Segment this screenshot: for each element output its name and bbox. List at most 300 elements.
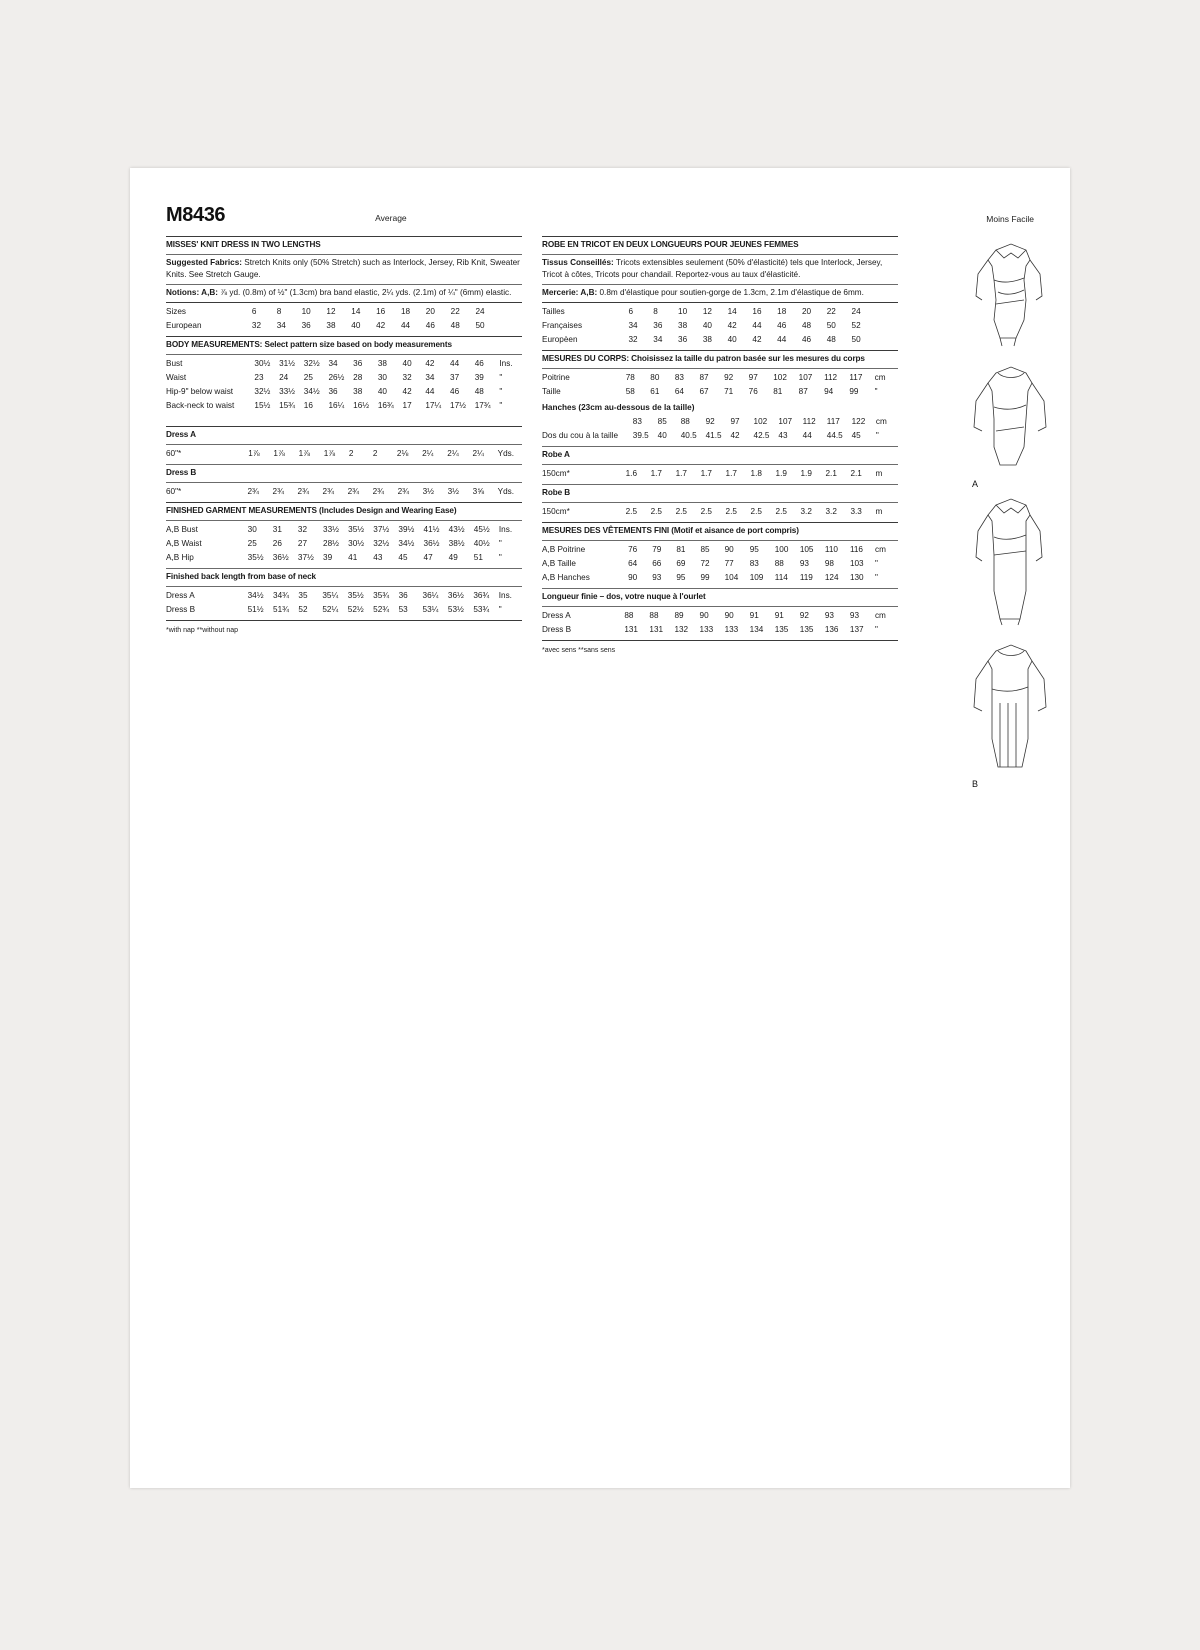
row-label: A,B Taille [542,558,576,568]
french-body-title: MESURES DU CORPS: Choisissez la taille du patron basée sur les mesures du corps [542,353,865,363]
size-cell: 12 [326,306,336,316]
measure-cell: 34½ [398,538,415,548]
difficulty-en: Average [375,213,407,223]
measure-cell: 51 [473,553,483,562]
english-yardage-a [166,447,522,461]
measure-cell: 41 [348,553,358,562]
measure-cell: 38½ [448,538,465,548]
measure-cell: 34½ [303,386,320,396]
measure-cell: 90 [699,610,709,620]
measure-cell: 88 [649,610,659,620]
measure-cell: 72 [700,558,710,568]
measure-cell: 36½ [272,553,289,562]
size-cell: 40 [351,320,361,330]
table-row [542,333,898,347]
yardage-cell: 2¾ [247,486,259,496]
measure-cell: 38 [353,386,363,396]
measure-cell: 93 [799,558,809,568]
measure-cell: 44 [802,430,812,440]
yardage-cell: 1.7 [700,468,712,478]
yardage-cell: 3.2 [825,506,837,516]
measure-cell: 90 [724,610,734,620]
unit-cell: " [875,430,879,440]
size-cell: 20 [801,306,812,316]
measure-cell: 93 [849,610,859,620]
european-label-fr: Europèen [542,334,578,344]
measure-cell: 16 [303,400,313,410]
measure-cell: 135 [799,625,814,635]
measure-cell: 102 [753,416,768,426]
measure-cell: 88 [680,416,690,426]
size-cell: 36 [653,320,663,330]
size-cell: 42 [727,320,737,330]
yardage-cell: 2¾ [347,486,359,496]
yardage-cell: 2.5 [700,506,712,516]
row-label: A,B Hanches [542,572,590,582]
yardage-cell: 3½ [422,486,434,496]
yardage-cell: 3.3 [850,506,862,516]
measure-cell: 53¼ [422,605,439,615]
unit-cell: cm [875,544,886,554]
notions-label: Notions: A,B: [166,287,218,297]
measure-cell: 107 [778,416,793,426]
measure-cell: 97 [748,372,758,382]
yardage-cell: 1⅞ [273,448,285,458]
header-left [166,204,522,227]
table-row [542,557,898,571]
measure-cell: 32½ [303,358,320,368]
measure-cell: 35¼ [322,590,339,600]
row-label: Dress B [166,605,196,615]
divider [166,354,522,355]
yardage-cell: 1⅞ [298,448,310,458]
dress-b-yardage-title: Dress B [166,467,197,477]
size-cell: 34 [628,320,638,330]
unit-cell: cm [874,372,886,382]
french-column [542,233,898,656]
size-cell: 14 [727,306,737,316]
measure-cell: 44 [425,386,435,396]
yardage-cell: 2¼ [472,448,484,458]
row-label: Back-neck to waist [166,400,235,410]
size-cell: 36 [678,334,688,344]
table-row [542,467,898,481]
measure-cell: 87 [798,386,808,396]
measure-cell: 45 [851,430,861,440]
divider [166,336,522,337]
measure-cell: 30 [247,524,257,534]
divider [166,586,522,587]
unit-cell: " [498,605,502,615]
sizes-label-fr: Tailles [542,306,565,316]
unit-cell: cm [875,416,887,426]
measure-cell: 114 [774,572,788,582]
table-row [166,319,522,333]
yardage-cell: 3.2 [800,506,812,516]
unit-cell [876,319,898,333]
measure-cell: 94 [824,386,834,396]
measure-cell: 64 [674,386,684,396]
measure-cell: 133 [724,625,739,635]
measure-cell: 105 [799,544,814,554]
size-cell: 16 [752,306,762,316]
measure-cell: 44 [450,358,460,368]
measure-cell: 116 [849,544,863,554]
table-row [542,305,898,319]
english-notions [166,287,522,299]
measure-cell: 117 [826,416,840,426]
size-cell: 22 [450,306,460,316]
size-cell: 44 [752,320,762,330]
difficulty-fr: Moins Facile [986,214,1034,224]
measure-cell: 15½ [254,400,271,410]
unit-cell: " [874,386,878,396]
yardage-cell: 1.6 [625,468,637,478]
measure-cell: 37½ [297,553,314,562]
table-row [166,447,522,461]
size-cell: 8 [276,306,282,316]
size-cell: 36 [301,320,311,330]
size-cell: 6 [628,306,634,316]
divider [542,640,898,641]
measure-cell: 90 [724,544,734,554]
divider [542,254,898,255]
measure-cell: 95 [749,544,759,554]
size-cell: 48 [826,334,836,344]
measure-cell: 53½ [447,605,464,615]
measure-cell: 35¾ [373,590,390,600]
yardage-cell: 3½ [447,486,460,496]
measure-cell: 122 [851,416,866,426]
measure-cell: 41.5 [705,430,722,440]
measure-cell: 36 [328,386,338,396]
measure-cell: 77 [724,558,734,568]
measure-cell: 46 [474,358,484,368]
measure-cell: 135 [774,625,789,635]
view-a-label: A [972,479,979,489]
divider [166,236,522,237]
measure-cell: 110 [824,544,838,554]
measure-cell: 35½ [247,553,264,562]
divider [166,482,522,483]
size-cell: 40 [702,320,712,330]
sheet-content [166,204,1034,789]
size-cell: 46 [425,320,435,330]
yardage-cell: 2.5 [750,506,762,516]
measure-cell: 33½ [323,524,339,534]
row-label: Dos du cou à la taille [542,430,619,440]
measure-cell: 79 [652,544,662,554]
measure-cell: 88 [774,558,784,568]
english-title: MISSES' KNIT DRESS IN TWO LENGTHS [166,240,321,249]
measure-cell: 98 [824,558,834,568]
measure-cell: 67 [699,386,709,396]
table-row [166,399,522,413]
unit-cell [500,305,522,319]
measure-cell: 76 [628,544,638,554]
measure-cell: 28½ [323,538,339,548]
english-size-table [166,305,522,333]
size-cell: 50 [475,320,485,330]
unit-cell: Yds. [497,448,514,458]
unit-cell: Ins. [499,358,513,368]
view-b-back-drawing [956,641,1071,789]
measure-cell: 53¾ [473,605,490,615]
french-notions [542,287,898,299]
yardage-cell: 2¼ [447,448,459,458]
size-cell: 40 [727,334,737,344]
measure-cell: 34 [425,372,435,382]
yardage-cell: 2.1 [850,468,862,478]
unit-cell: " [498,538,502,548]
measure-cell: 90 [628,572,638,582]
measure-cell: 33½ [279,386,296,396]
measure-cell: 46 [450,386,460,396]
measure-cell: 23 [254,372,264,382]
measure-cell: 83 [674,372,684,382]
robe-b-title: Robe B [542,487,571,497]
fabric-width: 60"* [166,448,182,458]
measure-cell: 35½ [347,590,364,600]
measure-cell: 117 [849,372,863,382]
measure-cell: 93 [652,572,662,582]
divider [542,540,898,541]
divider [542,284,898,285]
measure-cell: 92 [799,610,809,620]
measure-cell: 52¾ [373,605,390,615]
measure-cell: 104 [724,572,739,582]
measure-cell: 16¾ [377,400,394,410]
pattern-envelope-back [130,168,1070,1488]
size-cell: 50 [851,334,861,344]
measure-cell: 48 [474,386,484,396]
measure-cell: 17¼ [425,400,442,410]
pattern-number: M8436 [166,204,226,226]
unit-cell: Yds. [497,486,515,496]
french-finished-title: MESURES DES VÊTEMENTS FINI (Motif et aisance de port compris) [542,525,799,535]
measure-cell: 58 [625,386,635,396]
measure-cell: 40.5 [680,430,697,440]
yardage-cell: 1.7 [650,468,662,478]
measure-cell: 92 [705,416,715,426]
divider [542,446,898,447]
table-row [542,415,898,429]
measure-cell: 30 [377,372,387,382]
size-cell: 18 [777,306,787,316]
measure-cell: 97 [730,416,740,426]
measure-cell: 16½ [353,400,370,410]
measure-cell: 40 [402,358,412,368]
size-cell: 24 [475,306,485,316]
yardage-cell: 2.5 [775,506,787,516]
yardage-cell: 2¾ [397,486,409,496]
fabrics-label: Suggested Fabrics: [166,257,242,267]
size-cell: 44 [777,334,787,344]
divider [542,302,898,303]
view-b-front-drawing [956,495,1071,635]
measure-cell: 83 [749,558,759,568]
measure-cell: 40 [657,430,667,440]
measure-cell: 89 [674,610,684,620]
fabric-width: 150cm* [542,468,570,478]
english-column [166,233,522,656]
divider [166,302,522,303]
english-finished-table [166,523,522,565]
measure-cell: 17¾ [474,400,491,410]
measure-cell: 32 [297,524,308,534]
measure-cell: 39 [474,372,484,382]
table-row [542,609,898,623]
notions-text: ⅞ yd. (0.8m) of ½" (1.3cm) bra band elastic, 2¼ yds. (2.1m) of ¼" (6mm) elastic. [220,287,512,297]
english-footnote: *with nap **without nap [166,627,238,635]
yardage-cell: 2.5 [675,506,687,516]
measure-cell: 32½ [254,386,271,396]
yardage-cell: 2 [348,448,354,458]
measure-cell: 36½ [423,538,440,548]
yardage-cell: 1.7 [675,468,687,478]
unit-cell: Ins. [498,590,512,600]
yardage-cell: 1.7 [725,468,737,478]
unit-cell [500,319,522,333]
english-back-length-table [166,589,522,617]
table-row [542,385,898,399]
measure-cell: 15¾ [279,400,296,410]
measure-cell: 40 [377,386,387,396]
measure-cell: 81 [676,544,686,554]
unit-cell: " [498,553,502,562]
size-cell: 10 [678,306,688,316]
measure-cell: 107 [798,372,813,382]
measure-cell: 53 [398,605,408,615]
measure-cell: 35½ [348,524,365,534]
measure-cell: 76 [748,386,758,396]
measure-cell: 131 [649,625,664,635]
divider [166,520,522,521]
measure-cell: 36½ [447,590,464,600]
unit-cell: " [499,386,503,396]
measure-cell: 51¾ [273,605,289,615]
size-cell: 48 [450,320,460,330]
size-cell: 6 [251,306,257,316]
yardage-cell: 2¾ [297,486,309,496]
measure-cell: 16¼ [328,400,345,410]
measure-cell: 49 [448,553,458,562]
size-cell: 10 [301,306,311,316]
size-cell: 42 [752,334,762,344]
table-row [542,319,898,333]
measure-cell: 25 [247,538,257,548]
table-row [166,523,522,537]
measure-cell: 27 [297,538,308,548]
size-cell: 38 [678,320,688,330]
table-row [542,371,898,385]
fabric-width: 150cm* [542,506,570,516]
header [166,204,1034,227]
measure-cell: 69 [676,558,686,568]
size-cell: 44 [400,320,411,330]
divider [542,236,898,237]
measure-cell: 36 [398,590,408,600]
measure-cell: 81 [773,386,783,396]
measure-cell: 52½ [347,605,364,615]
measure-cell: 39½ [398,524,415,534]
table-row [166,603,522,617]
size-cell: 16 [376,306,386,316]
french-finished-table [542,543,898,585]
yardage-cell: 1.9 [775,468,787,478]
unit-cell: Ins. [498,524,513,534]
measure-cell: 36¼ [422,590,439,600]
size-cell: 42 [376,320,386,330]
yardage-cell: 2.5 [650,506,662,516]
row-label: Dress A [166,590,195,600]
dress-a-yardage-title: Dress A [166,429,196,439]
english-yardage-b [166,485,522,499]
divider [542,368,898,369]
measure-cell: 26½ [328,372,345,382]
size-cell: 14 [351,306,361,316]
measure-cell: 31½ [279,358,296,368]
table-row [166,537,522,551]
view-a-back-drawing [956,361,1071,489]
measure-cell: 91 [774,610,784,620]
size-cell: 32 [628,334,638,344]
measure-cell: 64 [628,558,638,568]
english-fabrics [166,257,522,281]
table-row [166,485,522,499]
measure-cell: 43 [373,553,383,562]
measure-cell: 119 [799,572,813,582]
columns [166,233,1034,656]
fabrics-text-fr: Tricots extensibles seulement (50% d'élasticité) tels que Interlock, Jersey, Tricot à côtes, Tricots pour chandail. Reportez-vous au taux d'élasticité. [542,257,883,279]
measure-cell: 112 [824,372,838,382]
row-label: Poitrine [542,372,570,382]
measure-cell: 42 [730,430,740,440]
french-title: ROBE EN TRICOT EN DEUX LONGUEURS POUR JEUNES FEMMES [542,240,799,249]
yardage-cell: 1⅞ [323,448,336,458]
yardage-cell: 1⅞ [248,448,260,458]
measure-cell: 87 [699,372,709,382]
row-label: A,B Hip [166,553,194,562]
measure-cell: 102 [773,372,787,382]
measure-cell: 24 [279,372,289,382]
divider [542,502,898,503]
size-cell: 20 [425,306,435,316]
french-hip-table [542,415,898,443]
french-size-table [542,305,898,347]
measure-cell: 38 [377,358,387,368]
yardage-cell: 2¼ [422,448,434,458]
unit-cell: " [874,625,878,635]
measure-cell: 134 [749,625,764,635]
measure-cell: 36 [353,358,363,368]
size-cell: 46 [801,334,812,344]
table-row [166,371,522,385]
table-row [542,505,898,519]
yardage-cell: 2.1 [825,468,837,478]
measure-cell: 133 [699,625,714,635]
measure-cell: 34½ [247,590,264,600]
french-sizes-label: Françaises [542,320,583,330]
measure-cell: 44.5 [826,430,843,440]
measure-cell: 100 [774,544,789,554]
measure-cell: 47 [423,553,433,562]
row-label: Dress B [542,625,572,635]
divider [542,464,898,465]
size-cell: 46 [777,320,787,330]
measure-cell: 103 [849,558,864,568]
measure-cell: 34 [328,358,338,368]
